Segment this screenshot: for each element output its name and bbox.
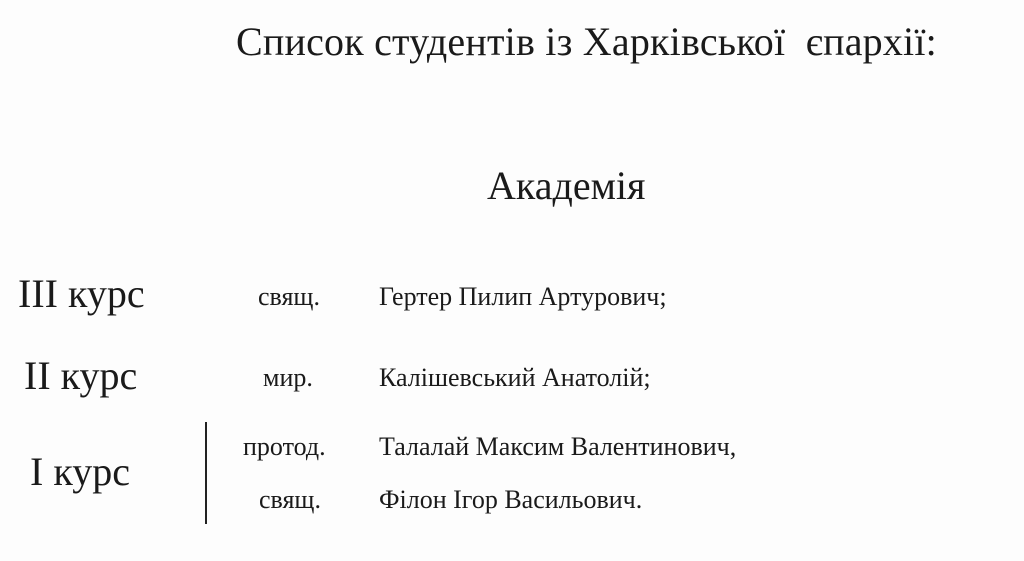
student-rank: свящ. — [259, 485, 321, 514]
course-label: III курс — [18, 271, 145, 316]
section-title: Академія — [487, 163, 646, 208]
student-name: Гертер Пилип Артурович; — [379, 282, 667, 311]
course-label: II курс — [24, 353, 138, 398]
group-bracket-line — [205, 422, 207, 524]
course-label: I курс — [30, 449, 130, 494]
student-name: Калішевський Анатолій; — [379, 363, 651, 392]
page-title: Список студентів із Харківської єпархії: — [236, 19, 937, 64]
student-name: Філон Ігор Васильович. — [379, 485, 643, 514]
student-rank: мир. — [263, 363, 313, 392]
student-name: Талалай Максим Валентинович, — [379, 432, 737, 461]
student-rank: протод. — [243, 432, 326, 461]
student-rank: свящ. — [258, 282, 320, 311]
